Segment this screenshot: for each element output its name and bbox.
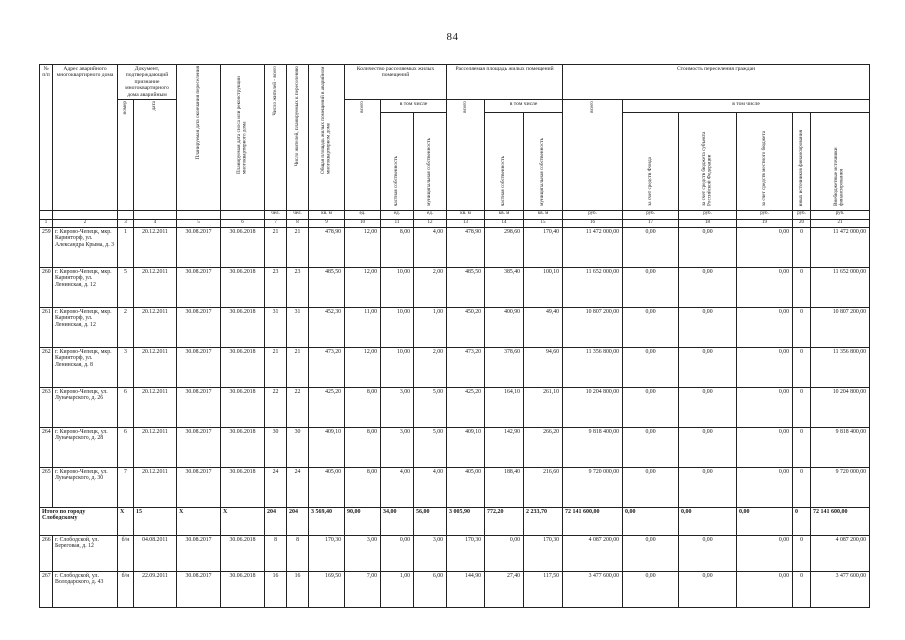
header-doc-number: номер <box>118 100 134 210</box>
cell-r-all: 11,00 <box>345 307 381 347</box>
cell-doc-date: 22.09.2011 <box>134 571 177 607</box>
cell-c5: 11 652 000,00 <box>811 267 870 307</box>
unit-cell: ед. <box>345 210 381 219</box>
cell-doc-date: 20.12.2011 <box>134 347 177 387</box>
cell-c2: 0,00 <box>679 467 737 507</box>
cell-area: 170,30 <box>309 535 345 571</box>
cell-doc-date: 20.12.2011 <box>134 307 177 347</box>
cell-demol: 30.06.2018 <box>221 347 265 387</box>
cell-addr: г. Кирово-Чепецк, мкр. Каринторф, ул. Ленинская, д. 12 <box>53 307 118 347</box>
cell-c4: 0 <box>793 347 811 387</box>
total-r-mun: 56,00 <box>414 507 447 535</box>
cell-doc-date: 20.12.2011 <box>134 267 177 307</box>
header-rooms-private: частная собственность <box>381 113 414 210</box>
cell-addr: г. Слободской, ул. Береговая, д. 12 <box>53 535 118 571</box>
column-number: 2 <box>53 219 118 227</box>
unit-cell <box>134 210 177 219</box>
unit-cell <box>40 210 53 219</box>
total-r-all: 90,00 <box>345 507 381 535</box>
cell-res-p: 21 <box>287 227 309 267</box>
table-row <box>40 267 870 307</box>
unit-cell: руб. <box>811 210 870 219</box>
header-planned-demolition: Планируемая дата сноса или реконструкции многоквартирного дома <box>221 65 265 211</box>
cell-c4: 0 <box>793 535 811 571</box>
cell-a-all: 450,20 <box>447 307 485 347</box>
cell-doc-no: б/н <box>118 535 134 571</box>
cell-r-mun: 3,00 <box>414 535 447 571</box>
unit-cell: чел. <box>265 210 287 219</box>
header-rooms-total: всего <box>345 100 381 210</box>
unit-cell: кв. м <box>485 210 524 219</box>
cell-r-all: 8,00 <box>345 427 381 467</box>
column-number: 8 <box>287 219 309 227</box>
header-rooms-municipal: муниципальная собственность <box>414 113 447 210</box>
cell-res: 16 <box>265 571 287 607</box>
header-rooms-count: Количество расселяемых жилых помещений <box>345 65 447 100</box>
cell-res-p: 30 <box>287 427 309 467</box>
resettlement-table <box>39 64 870 608</box>
header-local-budget: за счет средств местного бюджета <box>737 113 793 210</box>
cell-n: 265 <box>40 467 53 507</box>
cell-r-priv: 10,00 <box>381 307 414 347</box>
cell-demol: 30.06.2018 <box>221 571 265 607</box>
cell-c3: 0,00 <box>737 307 793 347</box>
cell-c4: 0 <box>793 467 811 507</box>
unit-cell: чел. <box>287 210 309 219</box>
cell-a-priv: 27,40 <box>485 571 524 607</box>
cell-a-priv: 188,40 <box>485 467 524 507</box>
total-a-priv: 772,20 <box>485 507 524 535</box>
cell-a-mun: 94,60 <box>524 347 563 387</box>
cell-c4: 0 <box>793 227 811 267</box>
header-num: № п/п <box>40 65 53 211</box>
cell-r-priv: 10,00 <box>381 267 414 307</box>
cell-a-mun: 266,20 <box>524 427 563 467</box>
cell-c5: 10 807 200,00 <box>811 307 870 347</box>
cell-res-p: 8 <box>287 535 309 571</box>
cell-r-all: 3,00 <box>345 535 381 571</box>
cell-cost: 3 477 600,00 <box>563 571 623 607</box>
cell-c5: 9 818 400,00 <box>811 427 870 467</box>
table-row <box>40 427 870 467</box>
cell-c3: 0,00 <box>737 267 793 307</box>
cell-r-all: 12,00 <box>345 227 381 267</box>
cell-a-all: 170,30 <box>447 535 485 571</box>
cell-r-priv: 8,00 <box>381 227 414 267</box>
total-row <box>40 507 870 535</box>
total-cost: 72 141 600,00 <box>563 507 623 535</box>
cell-n: 262 <box>40 347 53 387</box>
table-body <box>40 227 870 607</box>
cell-res-p: 24 <box>287 467 309 507</box>
cell-c4: 0 <box>793 267 811 307</box>
total-a-all: 3 005,90 <box>447 507 485 535</box>
cell-res: 23 <box>265 267 287 307</box>
cell-n: 259 <box>40 227 53 267</box>
cell-doc-no: 1 <box>118 227 134 267</box>
cell-a-priv: 298,60 <box>485 227 524 267</box>
table-row <box>40 347 870 387</box>
cell-r-mun: 6,00 <box>414 571 447 607</box>
cell-doc-date: 20.12.2011 <box>134 467 177 507</box>
cell-doc-no: 3 <box>118 347 134 387</box>
cell-a-mun: 117,50 <box>524 571 563 607</box>
cell-res: 21 <box>265 227 287 267</box>
cell-c4: 0 <box>793 387 811 427</box>
total-area: 3 569,40 <box>309 507 345 535</box>
cell-a-priv: 385,40 <box>485 267 524 307</box>
cell-end: 30.08.2017 <box>177 267 221 307</box>
cell-a-all: 144,90 <box>447 571 485 607</box>
cell-res-p: 16 <box>287 571 309 607</box>
cell-c3: 0,00 <box>737 467 793 507</box>
cell-area: 485,50 <box>309 267 345 307</box>
cell-demol: 30.06.2018 <box>221 227 265 267</box>
header-area-private: частная собственность <box>485 113 524 210</box>
cell-r-priv: 1,00 <box>381 571 414 607</box>
column-number: 9 <box>309 219 345 227</box>
unit-cell: ед. <box>381 210 414 219</box>
cell-a-priv: 142,90 <box>485 427 524 467</box>
cell-end: 30.08.2017 <box>177 347 221 387</box>
cell-res-p: 22 <box>287 387 309 427</box>
cell-a-mun: 261,10 <box>524 387 563 427</box>
cell-c5: 9 720 000,00 <box>811 467 870 507</box>
unit-cell: кв. м <box>447 210 485 219</box>
cell-a-priv: 400,90 <box>485 307 524 347</box>
cell-end: 30.08.2017 <box>177 427 221 467</box>
unit-cell: кв. м <box>524 210 563 219</box>
column-number: 3 <box>118 219 134 227</box>
cell-c3: 0,00 <box>737 571 793 607</box>
column-number: 16 <box>563 219 623 227</box>
cell-r-mun: 5,00 <box>414 427 447 467</box>
cell-doc-date: 20.12.2011 <box>134 227 177 267</box>
cell-res: 24 <box>265 467 287 507</box>
cell-end: 30.08.2017 <box>177 535 221 571</box>
table-row <box>40 387 870 427</box>
header-resettled-area: Расселяемая площадь жилых помещений <box>447 65 563 100</box>
header-planned-end: Планируемая дата окончания переселения <box>177 65 221 211</box>
cell-c2: 0,00 <box>679 387 737 427</box>
cell-cost: 10 807 200,00 <box>563 307 623 347</box>
table-row <box>40 535 870 571</box>
cell-c1: 0,00 <box>623 387 679 427</box>
cell-area: 473,20 <box>309 347 345 387</box>
table-row <box>40 467 870 507</box>
cell-c5: 4 087 200,00 <box>811 535 870 571</box>
column-number: 10 <box>345 219 381 227</box>
header-document: Документ, подтверждающий признание многоквартирного дома аварийным <box>118 65 177 100</box>
cell-res: 30 <box>265 427 287 467</box>
cell-res: 22 <box>265 387 287 427</box>
total-c2: 0,00 <box>679 507 737 535</box>
header-address: Адрес аварийного многоквартирного дома <box>53 65 118 211</box>
cell-r-all: 12,00 <box>345 347 381 387</box>
cell-doc-no: 2 <box>118 307 134 347</box>
cell-r-mun: 5,00 <box>414 387 447 427</box>
cell-r-priv: 0,00 <box>381 535 414 571</box>
header-area-including: в том числе <box>485 100 563 113</box>
cell-c3: 0,00 <box>737 227 793 267</box>
cell-area: 409,10 <box>309 427 345 467</box>
cell-doc-date: 20.12.2011 <box>134 387 177 427</box>
cell-res: 8 <box>265 535 287 571</box>
cell-a-priv: 164,10 <box>485 387 524 427</box>
cell-cost: 11 356 800,00 <box>563 347 623 387</box>
cell-r-mun: 4,00 <box>414 227 447 267</box>
page-number: 84 <box>446 31 459 43</box>
cell-doc-date: 04.08.2011 <box>134 535 177 571</box>
cell-c3: 0,00 <box>737 535 793 571</box>
header-doc-date: дата <box>134 100 177 210</box>
cell-addr: г. Кирово-Чепецк, ул. Луначарского, д. 30 <box>53 467 118 507</box>
column-number: 11 <box>381 219 414 227</box>
cell-r-mun: 2,00 <box>414 267 447 307</box>
cell-r-mun: 4,00 <box>414 467 447 507</box>
cell-c2: 0,00 <box>679 267 737 307</box>
cell-res: 21 <box>265 347 287 387</box>
header-other-sources: иных источников финансирования <box>793 113 811 210</box>
cell-a-all: 485,50 <box>447 267 485 307</box>
total-r-priv: 34,00 <box>381 507 414 535</box>
unit-cell: руб. <box>793 210 811 219</box>
cell-a-mun: 100,10 <box>524 267 563 307</box>
cell-c1: 0,00 <box>623 307 679 347</box>
cell-r-priv: 3,00 <box>381 387 414 427</box>
column-number: 15 <box>524 219 563 227</box>
cell-doc-no: 5 <box>118 267 134 307</box>
cell-r-all: 7,00 <box>345 571 381 607</box>
unit-cell: ед. <box>414 210 447 219</box>
total-doc-no: X <box>118 507 134 535</box>
cell-a-all: 478,90 <box>447 227 485 267</box>
column-number: 18 <box>679 219 737 227</box>
table-row <box>40 227 870 267</box>
cell-c3: 0,00 <box>737 387 793 427</box>
cell-demol: 30.06.2018 <box>221 427 265 467</box>
total-c1: 0,00 <box>623 507 679 535</box>
cell-c1: 0,00 <box>623 571 679 607</box>
cell-addr: г. Кирово-Чепецк, мкр. Каринторф, ул. Александра Крыма, д. 3 <box>53 227 118 267</box>
header-cost-including: в том числе <box>623 100 870 113</box>
cell-a-all: 473,20 <box>447 347 485 387</box>
cell-c2: 0,00 <box>679 307 737 347</box>
total-demol: X <box>221 507 265 535</box>
cell-a-all: 409,10 <box>447 427 485 467</box>
column-number: 13 <box>447 219 485 227</box>
header-total-area: Общая площадь жилых помещений в аварийном многоквартирном доме <box>309 65 345 211</box>
column-number: 12 <box>414 219 447 227</box>
total-end: X <box>177 507 221 535</box>
cell-c4: 0 <box>793 427 811 467</box>
header-extra-sources: Внебюджетные источники финансирования <box>811 113 870 210</box>
cell-cost: 11 472 000,00 <box>563 227 623 267</box>
cell-c1: 0,00 <box>623 467 679 507</box>
unit-cell: руб. <box>737 210 793 219</box>
unit-cell <box>221 210 265 219</box>
cell-c2: 0,00 <box>679 227 737 267</box>
total-c5: 72 141 600,00 <box>811 507 870 535</box>
cell-r-all: 12,00 <box>345 267 381 307</box>
column-number: 4 <box>134 219 177 227</box>
cell-addr: г. Слободской, ул. Володарского, д. 43 <box>53 571 118 607</box>
cell-end: 30.08.2017 <box>177 467 221 507</box>
cell-c5: 10 204 800,00 <box>811 387 870 427</box>
cell-c1: 0,00 <box>623 347 679 387</box>
cell-cost: 9 818 400,00 <box>563 427 623 467</box>
column-number: 5 <box>177 219 221 227</box>
cell-a-mun: 49,40 <box>524 307 563 347</box>
header-cost: Стоимость переселения граждан <box>563 65 870 100</box>
cell-a-mun: 170,40 <box>524 227 563 267</box>
total-c4: 0 <box>793 507 811 535</box>
cell-res-p: 21 <box>287 347 309 387</box>
total-a-mun: 2 233,70 <box>524 507 563 535</box>
cell-c3: 0,00 <box>737 347 793 387</box>
cell-cost: 4 087 200,00 <box>563 535 623 571</box>
column-number: 20 <box>793 219 811 227</box>
cell-c2: 0,00 <box>679 427 737 467</box>
unit-cell <box>118 210 134 219</box>
cell-n: 260 <box>40 267 53 307</box>
cell-c1: 0,00 <box>623 267 679 307</box>
cell-c3: 0,00 <box>737 427 793 467</box>
cell-n: 261 <box>40 307 53 347</box>
header-area-municipal: муниципальная собственность <box>524 113 563 210</box>
cell-area: 425,20 <box>309 387 345 427</box>
cell-c1: 0,00 <box>623 535 679 571</box>
cell-n: 263 <box>40 387 53 427</box>
cell-demol: 30.06.2018 <box>221 307 265 347</box>
column-numbers-row <box>40 219 870 227</box>
cell-a-mun: 170,30 <box>524 535 563 571</box>
units-row <box>40 210 870 219</box>
cell-c5: 11 356 800,00 <box>811 347 870 387</box>
total-doc-date: 15 <box>134 507 177 535</box>
cell-demol: 30.06.2018 <box>221 535 265 571</box>
unit-cell: руб. <box>623 210 679 219</box>
column-number: 17 <box>623 219 679 227</box>
column-number: 6 <box>221 219 265 227</box>
total-c3: 0,00 <box>737 507 793 535</box>
header-fund: за счет средств Фонда <box>623 113 679 210</box>
cell-area: 478,90 <box>309 227 345 267</box>
cell-a-priv: 0,00 <box>485 535 524 571</box>
unit-cell: кв. м <box>309 210 345 219</box>
cell-c2: 0,00 <box>679 347 737 387</box>
header-area-total: всего <box>447 100 485 210</box>
cell-r-priv: 4,00 <box>381 467 414 507</box>
cell-cost: 11 652 000,00 <box>563 267 623 307</box>
cell-end: 30.08.2017 <box>177 227 221 267</box>
cell-area: 169,50 <box>309 571 345 607</box>
cell-doc-no: б/н <box>118 571 134 607</box>
cell-c4: 0 <box>793 571 811 607</box>
header-residents-planned: Число жителей, планируемых к переселению <box>287 65 309 211</box>
column-number: 1 <box>40 219 53 227</box>
cell-doc-no: 6 <box>118 387 134 427</box>
column-number: 14 <box>485 219 524 227</box>
cell-addr: г. Кирово-Чепецк, мкр. Каринторф, ул. Ленинская, д. 12 <box>53 267 118 307</box>
total-label: Итого по городу Слободскому <box>40 507 118 535</box>
cell-demol: 30.06.2018 <box>221 267 265 307</box>
cell-cost: 10 204 800,00 <box>563 387 623 427</box>
header-residents: Число жителей - всего <box>265 65 287 211</box>
cell-doc-no: 7 <box>118 467 134 507</box>
cell-r-priv: 3,00 <box>381 427 414 467</box>
cell-addr: г. Кирово-Чепецк, ул. Луначарского, д. 26 <box>53 387 118 427</box>
unit-cell <box>53 210 118 219</box>
unit-cell: руб. <box>679 210 737 219</box>
cell-end: 30.08.2017 <box>177 307 221 347</box>
table-row <box>40 571 870 607</box>
unit-cell <box>177 210 221 219</box>
cell-res: 31 <box>265 307 287 347</box>
cell-res-p: 23 <box>287 267 309 307</box>
cell-c1: 0,00 <box>623 227 679 267</box>
column-number: 7 <box>265 219 287 227</box>
cell-demol: 30.06.2018 <box>221 387 265 427</box>
cell-c2: 0,00 <box>679 571 737 607</box>
table-row <box>40 307 870 347</box>
total-res-p: 204 <box>287 507 309 535</box>
cell-c1: 0,00 <box>623 427 679 467</box>
cell-n: 264 <box>40 427 53 467</box>
cell-addr: г. Кирово-Чепецк, мкр. Каринторф, ул. Ленинская, д. 8 <box>53 347 118 387</box>
column-number: 21 <box>811 219 870 227</box>
cell-addr: г. Кирово-Чепецк, ул. Луначарского, д. 28 <box>53 427 118 467</box>
cell-end: 30.08.2017 <box>177 571 221 607</box>
cell-area: 405,00 <box>309 467 345 507</box>
cell-area: 452,30 <box>309 307 345 347</box>
cell-c4: 0 <box>793 307 811 347</box>
cell-end: 30.08.2017 <box>177 387 221 427</box>
header-rooms-including: в том числе <box>381 100 447 113</box>
cell-c2: 0,00 <box>679 535 737 571</box>
cell-doc-no: 6 <box>118 427 134 467</box>
header-regional-budget: за счет средств бюджета субъекта Российской Федерации <box>679 113 737 210</box>
cell-a-all: 405,00 <box>447 467 485 507</box>
cell-r-priv: 10,00 <box>381 347 414 387</box>
cell-a-all: 425,20 <box>447 387 485 427</box>
column-number: 19 <box>737 219 793 227</box>
cell-n: 267 <box>40 571 53 607</box>
cell-a-priv: 378,60 <box>485 347 524 387</box>
cell-cost: 9 720 000,00 <box>563 467 623 507</box>
cell-demol: 30.06.2018 <box>221 467 265 507</box>
cell-res-p: 31 <box>287 307 309 347</box>
total-res: 204 <box>265 507 287 535</box>
cell-n: 266 <box>40 535 53 571</box>
cell-r-mun: 2,00 <box>414 347 447 387</box>
cell-doc-date: 20.12.2011 <box>134 427 177 467</box>
cell-r-all: 8,00 <box>345 387 381 427</box>
cell-r-all: 8,00 <box>345 467 381 507</box>
header-cost-total: всего <box>563 100 623 210</box>
cell-a-mun: 216,60 <box>524 467 563 507</box>
cell-r-mun: 1,00 <box>414 307 447 347</box>
unit-cell: руб. <box>563 210 623 219</box>
cell-c5: 11 472 000,00 <box>811 227 870 267</box>
cell-c5: 3 477 600,00 <box>811 571 870 607</box>
